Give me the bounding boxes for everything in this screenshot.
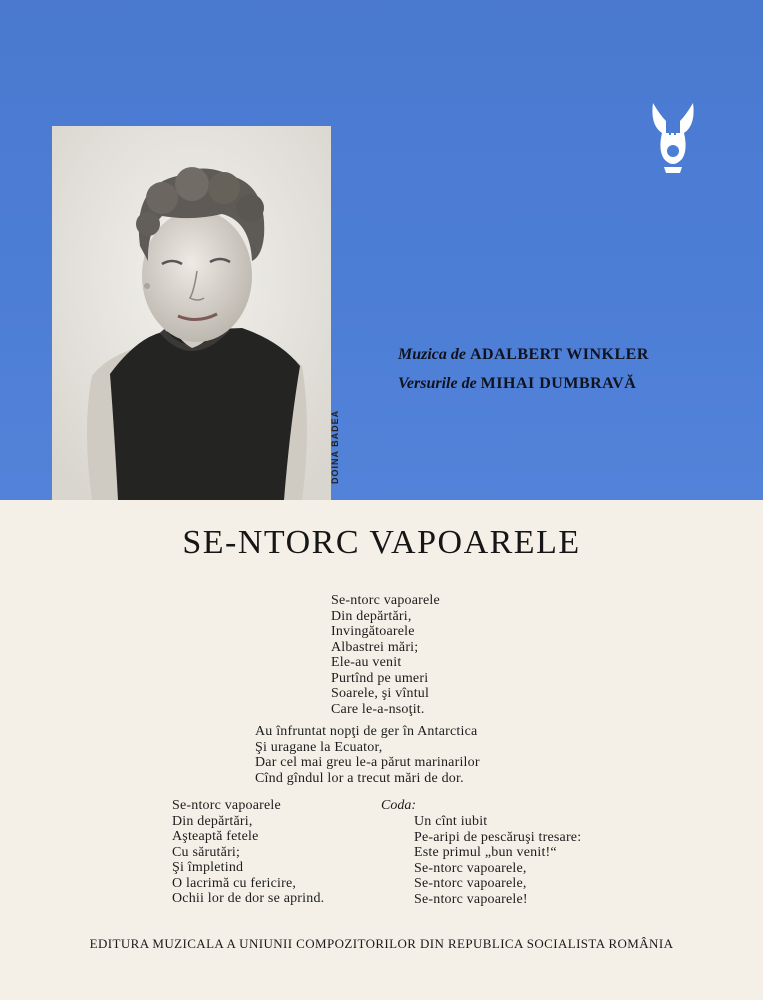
lyric-line: Invingătoarele	[331, 624, 415, 639]
lyric-line: Ochii lor de dor se aprind.	[172, 891, 325, 906]
lyrics-credit	[398, 369, 649, 398]
lyric-line: Albastrei mări;	[331, 639, 419, 655]
lyric-line: Este primul „bun venit!“	[414, 845, 557, 860]
lyric-line: Se-ntorc vapoarele,	[414, 876, 527, 891]
lyric-line: Un cînt iubit	[414, 814, 488, 829]
lyric-line: Ele-au venit	[331, 655, 402, 670]
lyricist-name: MIHAI DUMBRAVĂ	[480, 375, 637, 392]
lyric-line: Dar cel mai greu le-a părut marinarilor	[255, 755, 480, 770]
lyric-line: Au înfruntat nopţi de ger în Antarctica	[255, 724, 478, 739]
song-title: SE-NTORC VAPOARELE	[182, 524, 581, 561]
stanza-3	[172, 798, 324, 907]
lyric-line: Şi împletind	[172, 860, 244, 875]
music-credit	[398, 340, 649, 369]
lyric-line: O lacrimă cu fericire,	[172, 875, 297, 891]
stanza-2	[255, 724, 480, 786]
coda-label: Coda:	[381, 798, 416, 813]
lyric-line: Cu sărutări;	[172, 844, 241, 860]
lyric-line: Şi uragane la Ecuator,	[255, 739, 383, 755]
lyric-line: Din depărtări,	[331, 608, 412, 624]
lyric-line: Cînd gîndul lor a trecut mări de dor.	[255, 770, 464, 786]
singer-portrait-illustration	[52, 126, 331, 500]
lyric-line: Se-ntorc vapoarele,	[414, 860, 527, 876]
composer-name: ADALBERT WINKLER	[470, 346, 649, 363]
lyrics-credit-label: Versurile de	[398, 375, 477, 392]
lyric-line: Se-ntorc vapoarele!	[414, 891, 528, 907]
lyric-line: Care le-a-nsoţit.	[331, 701, 425, 717]
lyric-line: Aşteaptă fetele	[172, 829, 259, 844]
lyric-line: Se-ntorc vapoarele	[331, 593, 440, 608]
stanza-1	[331, 593, 440, 717]
lyre-logo-icon	[648, 95, 698, 175]
lyric-line: Pe-aripi de pescăruşi tresare:	[414, 829, 582, 845]
lyric-line: Purtînd pe umeri	[331, 670, 429, 686]
publisher-footer: EDITURA MUZICALA A UNIUNII COMPOZITORILOR DIN REPUBLICA SOCIALISTA ROMÂNIA	[89, 936, 674, 951]
lyric-line: Se-ntorc vapoarele	[172, 798, 281, 813]
music-credit-label: Muzica de	[398, 346, 466, 363]
lyric-line: Din depărtări,	[172, 813, 253, 829]
photo-credit: DOINA BADEA	[330, 409, 340, 484]
singer-photo	[52, 126, 331, 500]
song-credits	[398, 340, 649, 398]
coda	[414, 814, 581, 907]
lyric-line: Soarele, şi vîntul	[331, 686, 430, 701]
